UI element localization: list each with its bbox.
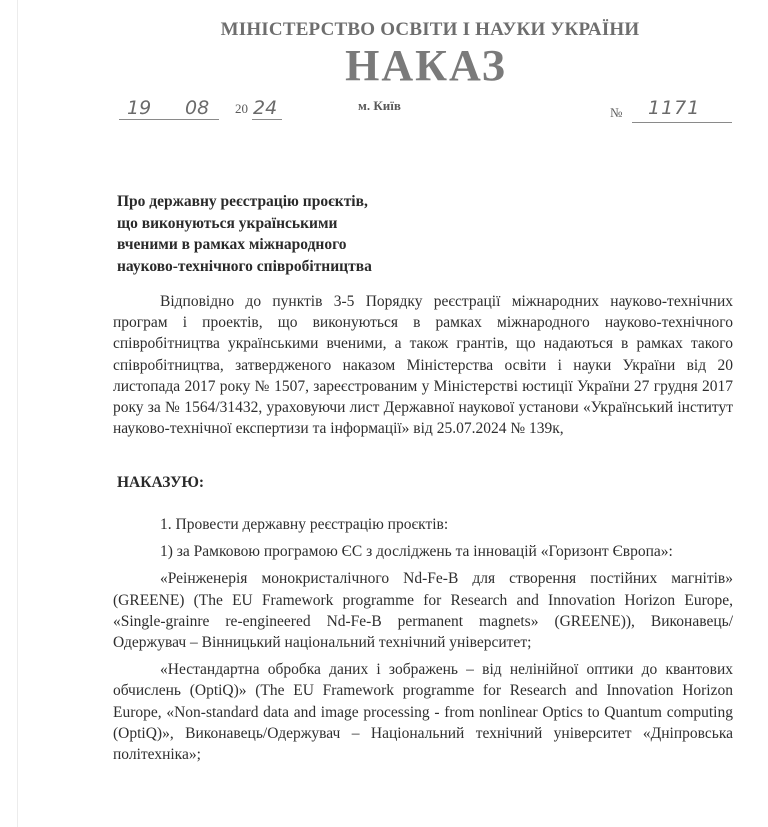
subject-line: що виконуються українськими bbox=[117, 214, 338, 232]
preamble-paragraph bbox=[113, 291, 733, 439]
order-subject bbox=[117, 191, 437, 277]
document-number bbox=[610, 97, 760, 123]
date-underline bbox=[119, 119, 219, 120]
year-underline bbox=[252, 119, 282, 120]
subject-line: вченими в рамках міжнародного bbox=[117, 236, 347, 253]
city-label: м. Київ bbox=[358, 98, 401, 113]
document-date bbox=[119, 97, 359, 121]
date-month: 08 bbox=[185, 97, 210, 119]
preamble-text: Відповідно до пунктів 3-5 Порядку реєстрації міжнародних науково-технічних програм і проектів, що виконуються в рамках міжнародного науково-технічного співробітництва українськими вченими, а також грантів, що надаються в рамках такого співробітництва, затвердженого наказом Міністерства освіти і науки України від 20 листопада 2017 року № 1507, зареєстрованим у Міністерстві юстиції України 27 грудня 2017 року за № 1564/31432, ураховуючи лист Державної наукової установи «Український інститут науково-технічної експертизи та інформації» від 25.07.2024 № 139к, bbox=[113, 293, 733, 438]
date-year: 24 bbox=[253, 97, 278, 119]
number-value: 1171 bbox=[648, 97, 701, 119]
subject-line: науково-технічного співробітництва bbox=[117, 257, 372, 275]
subitem-1: 1) за Рамковою програмою ЄС з досліджень та інновацій «Горизонт Європа»: bbox=[160, 543, 673, 561]
project-optiq: «Нестандартна обробка даних і зображень – від нелінійної оптики до квантових обчислень (OptiQ)» (The EU Framework programme for Research and Innovation Horizon Europe, «Non-standard data and image processing - from nonlinear Optics to Quantum computing (OptiQ)», Виконавець/Одержувач – Національний технічний університет «Дніпровська політехніка»; bbox=[113, 661, 733, 764]
document-type-title: НАКАЗ bbox=[345, 41, 507, 90]
number-underline bbox=[632, 122, 732, 123]
date-day: 19 bbox=[127, 97, 152, 119]
page-edge-line bbox=[17, 0, 18, 827]
item-1: 1. Провести державну реєстрацію проєктів: bbox=[160, 516, 449, 533]
order-items bbox=[113, 514, 733, 766]
subject-line: Про державну реєстрацію проєктів, bbox=[117, 193, 368, 210]
decree-heading: НАКАЗУЮ: bbox=[117, 474, 205, 491]
project-greene: «Реінженерія монокристалічного Nd-Fe-B для створення постійних магнітів» (GREENE) (The EU Framework programme for Research and Innovation Horizon Europe, «Single-grainre re-engineered Nd-Fe-B permanent magnets» (GREENE)), Виконавець/Одержувач – Вінницький національний технічний університет; bbox=[113, 570, 733, 652]
number-sign: № bbox=[610, 105, 623, 120]
ministry-header: МІНІСТЕРСТВО ОСВІТИ І НАУКИ УКРАЇНИ bbox=[220, 19, 640, 40]
date-century: 20 bbox=[235, 101, 248, 116]
